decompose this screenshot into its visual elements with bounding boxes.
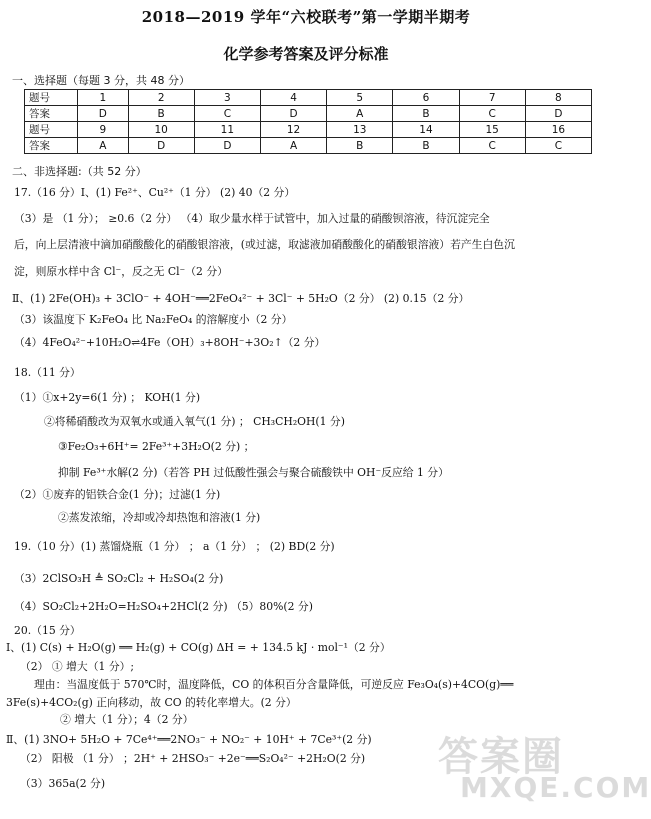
answer-line: （2） ① 增大（1 分）;	[20, 660, 135, 673]
answer-line: Ⅱ、(1) 3NO+ 5H₂O + 7Ce⁴⁺══2NO₃⁻ + NO₂⁻ + 10H⁺ + 7Ce³⁺(2 分)	[6, 733, 372, 746]
table-cell: C	[525, 138, 591, 154]
table-cell: 14	[393, 122, 459, 138]
answer-line: 理由：当温度低于 570℃时，温度降低，CO 的体积百分含量降低，可逆反应 Fe₃O₄(s)+4CO(g)══	[34, 678, 514, 691]
answer-line: ③Fe₂O₃+6H⁺= 2Fe³⁺+3H₂O(2 分) ；	[58, 440, 255, 453]
table-cell: D	[525, 106, 591, 122]
section-heading-nonchoice: 二、非选择题:（共 52 分）	[12, 165, 147, 178]
table-row	[25, 122, 592, 138]
answer-line: （4）4FeO₄²⁻+10H₂O⇌4Fe（OH）₃+8OH⁻+3O₂↑（2 分）	[14, 336, 326, 349]
exam-subtitle: 化学参考答案及评分标准	[223, 45, 389, 63]
table-cell: B	[393, 138, 459, 154]
watermark-url: MXQE.COM	[460, 771, 651, 804]
table-cell: 15	[459, 122, 525, 138]
table-cell: D	[128, 138, 194, 154]
answer-line: 20.（15 分）	[14, 624, 81, 637]
table-cell: D	[194, 138, 260, 154]
answer-line: ② 增大（1 分）；4（2 分）	[60, 713, 194, 726]
table-header-cell: 题号	[25, 122, 78, 138]
answer-line: 17.（16 分）Ⅰ、(1) Fe²⁺、Cu²⁺（1 分） (2) 40（2 分）	[14, 186, 296, 199]
table-row	[25, 106, 592, 122]
table-cell: 2	[128, 90, 194, 106]
answer-line: （2） 阳极 （1 分） ；2H⁺ + 2HSO₃⁻ +2e⁻══S₂O₄²⁻ +2H₂O(2 分)	[20, 752, 366, 765]
watermark-text: 答案圈	[438, 733, 564, 780]
table-header-cell: 答案	[25, 106, 78, 122]
table-cell: A	[260, 138, 326, 154]
table-cell: 16	[525, 122, 591, 138]
answer-line: 19.（10 分）(1) 蒸馏烧瓶（1 分） ； a（1 分） ； (2) BD(2 分)	[14, 540, 335, 553]
table-cell: B	[393, 106, 459, 122]
table-row	[25, 138, 592, 154]
answer-line: Ⅰ、(1) C(s) + H₂O(g) ══ H₂(g) + CO(g) ΔH = + 134.5 kJ · mol⁻¹（2 分）	[6, 641, 391, 654]
table-cell: C	[194, 106, 260, 122]
table-cell: 6	[393, 90, 459, 106]
answer-line: Ⅱ、(1) 2Fe(OH)₃ + 3ClO⁻ + 4OH⁻══2FeO₄²⁻ + 3Cl⁻ + 5H₂O（2 分） (2) 0.15（2 分）	[12, 292, 470, 305]
table-cell: 12	[260, 122, 326, 138]
answer-line: ②蒸发浓缩，冷却或冷却热饱和溶液(1 分)	[58, 511, 261, 524]
table-cell: D	[78, 106, 129, 122]
answer-line: （1）①x+2y=6(1 分) ； KOH(1 分)	[14, 391, 201, 404]
answer-line: （4）SO₂Cl₂+2H₂O=H₂SO₄+2HCl(2 分) （5）80%(2 分)	[14, 600, 313, 613]
section-heading-choice: 一、选择题（每题 3 分，共 48 分）	[12, 74, 190, 87]
table-cell: 10	[128, 122, 194, 138]
table-cell: 9	[78, 122, 129, 138]
answer-line: 抑制 Fe³⁺水解(2 分)（若答 PH 过低酸性强会与聚合硫酸铁中 OH⁻反应给 1 分）	[58, 466, 449, 479]
table-cell: B	[327, 138, 393, 154]
table-cell: B	[128, 106, 194, 122]
table-cell: 11	[194, 122, 260, 138]
answer-line: 后，向上层清液中滴加硝酸酸化的硝酸银溶液，(或过滤，取滤液加硝酸酸化的硝酸银溶液）若产生白色沉	[14, 238, 515, 251]
table-header-cell: 答案	[25, 138, 78, 154]
table-cell: C	[459, 106, 525, 122]
answer-line: （3）该温度下 K₂FeO₄ 比 Na₂FeO₄ 的溶解度小（2 分）	[14, 313, 293, 326]
table-cell: D	[260, 106, 326, 122]
table-cell: 1	[78, 90, 129, 106]
answer-line: 18.（11 分）	[14, 366, 81, 379]
table-cell: 4	[260, 90, 326, 106]
table-cell: 3	[194, 90, 260, 106]
table-cell: 7	[459, 90, 525, 106]
table-row	[25, 90, 592, 106]
answer-line: （3）是 （1 分）； ≥0.6（2 分） （4）取少量水样于试管中，加入过量的硝酸钡溶液，待沉淀完全	[14, 212, 490, 225]
answer-line: （3）2ClSO₃H ≜ SO₂Cl₂ + H₂SO₄(2 分)	[14, 572, 224, 585]
answer-line: （2）①废弃的铝铁合金(1 分)；过滤(1 分)	[14, 488, 221, 501]
table-header-cell: 题号	[25, 90, 78, 106]
table-cell: A	[327, 106, 393, 122]
exam-title: 2018—2019 学年“六校联考”第一学期半期考	[141, 8, 471, 26]
answer-line: （3）365a(2 分)	[20, 777, 106, 790]
watermark-logo	[424, 721, 651, 811]
answer-line: 3Fe(s)+4CO₂(g) 正向移动，故 CO 的转化率增大。(2 分）	[6, 696, 297, 709]
table-cell: 8	[525, 90, 591, 106]
choice-answer-table	[24, 89, 592, 154]
table-cell: 13	[327, 122, 393, 138]
answer-line: 淀，则原水样中含 Cl⁻，反之无 Cl⁻（2 分）	[14, 265, 228, 278]
table-cell: A	[78, 138, 129, 154]
table-cell: 5	[327, 90, 393, 106]
answer-line: ②将稀硝酸改为双氧水或通入氧气(1 分) ； CH₃CH₂OH(1 分)	[44, 415, 345, 428]
table-cell: C	[459, 138, 525, 154]
